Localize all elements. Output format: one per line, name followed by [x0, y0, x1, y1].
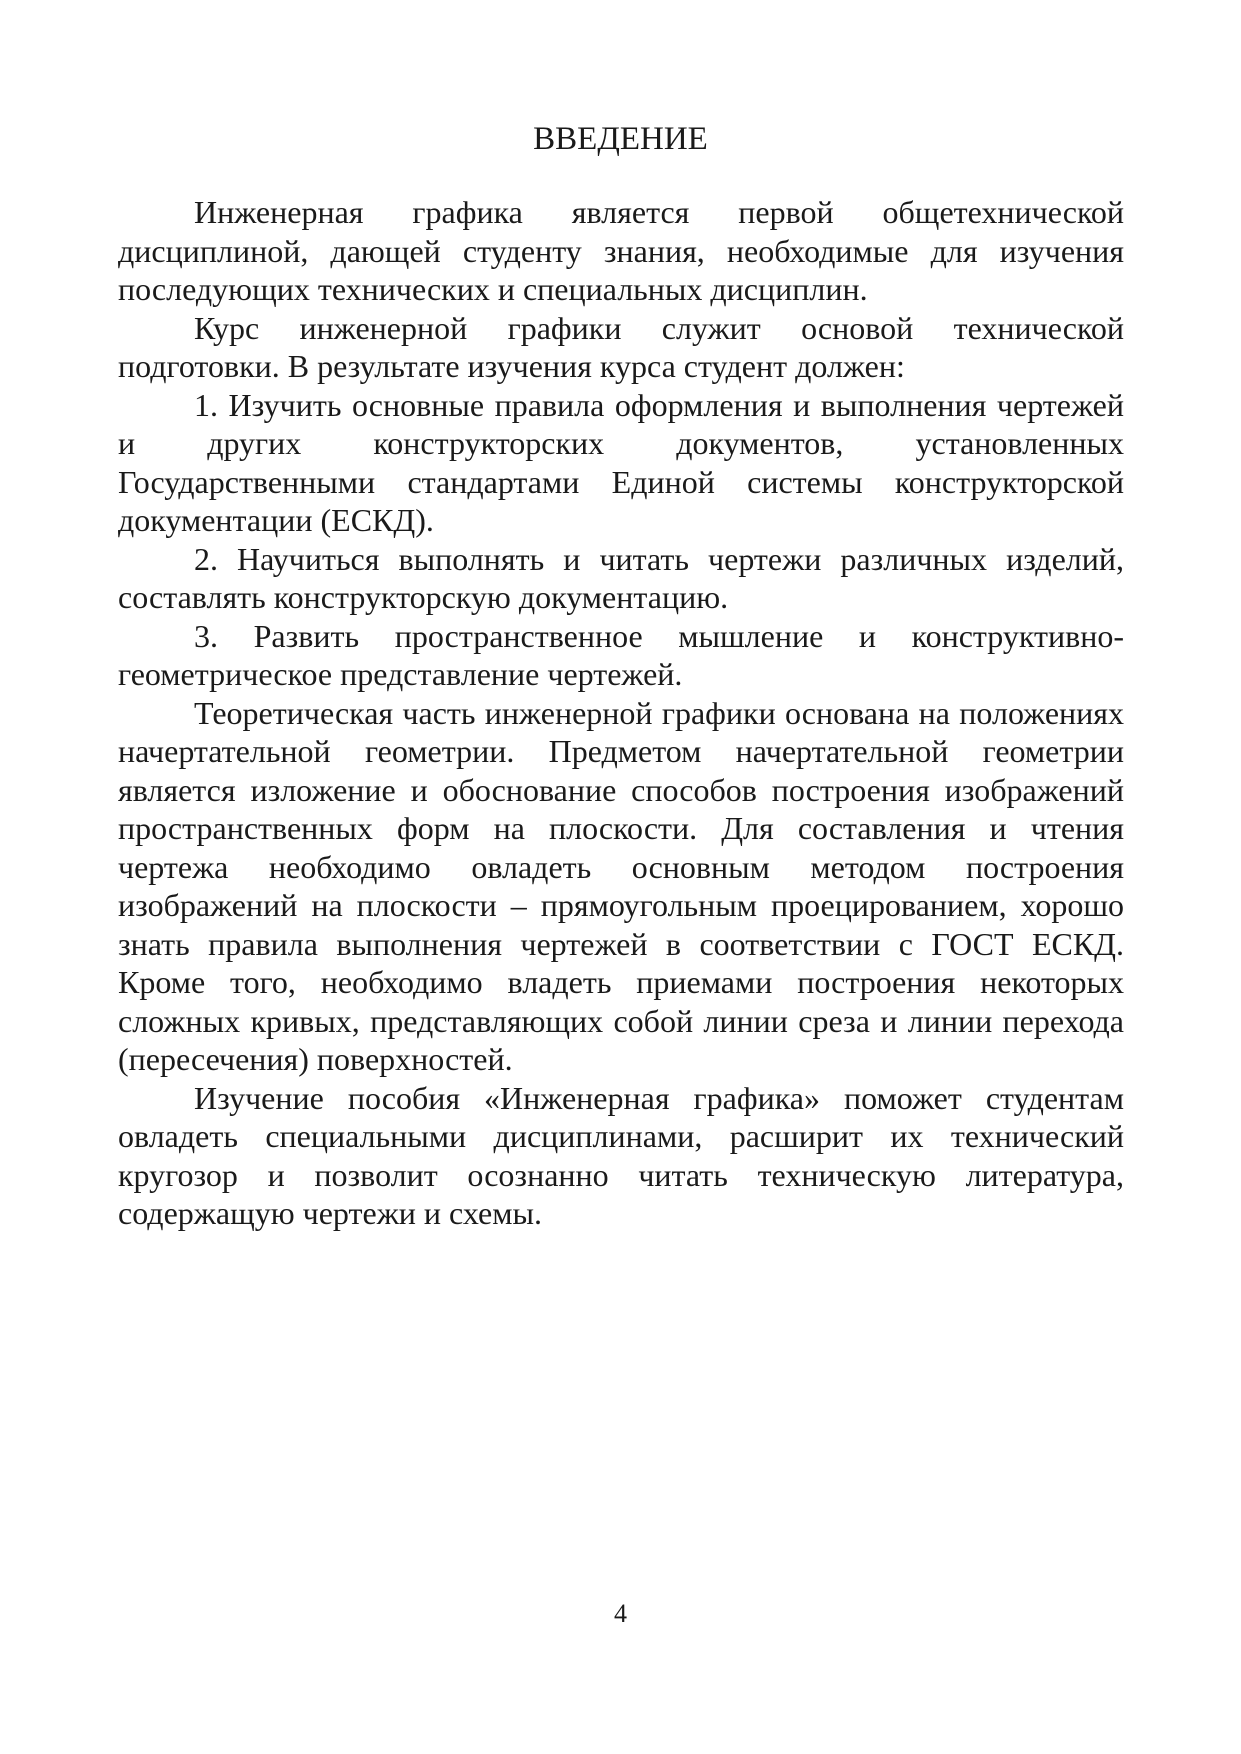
page-title: ВВЕДЕНИЕ: [533, 121, 708, 157]
paragraph-intro: Инженерная графика является первой общетехнической дисциплиной, дающей студенту знания, необходимые для изучения последующих технических и специальных дисциплин.: [118, 194, 1124, 307]
body-text: [118, 193, 1124, 1233]
page-number: 4: [614, 1599, 627, 1628]
list-item-1: 1. Изучить основные правила оформления и выполнения чертежей и других конструкторских документов, установленных Государственными стандартами Единой системы конструкторской документации (ЕСКД).: [118, 386, 1124, 538]
paragraph-conclusion: Изучение пособия «Инженерная графика» поможет студентам овладеть специальными дисциплинами, расширит их технический кругозор и позволит осознанно читать техническую литература, содержащую чертежи и схемы.: [118, 1079, 1124, 1231]
list-item-3: 3. Развить пространственное мышление и конструктивно-геометрическое представление чертежей.: [118, 617, 1124, 692]
list-item-2: 2. Научиться выполнять и читать чертежи различных изделий, составлять конструкторскую документацию.: [118, 540, 1124, 615]
paragraph-theory: Теоретическая часть инженерной графики основана на положениях начертательной геометрии. Предметом начертательной геометрии является изложение и обоснование способов построения изображений пространственных форм на плоскости. Для составления и чтения чертежа необходимо овладеть основным методом построения изображений на плоскости – прямоугольным проецированием, хорошо знать правила выполнения чертежей в соответствии с ГОСТ ЕСКД. Кроме того, необходимо владеть приемами построения некоторых сложных кривых, представляющих собой линии среза и линии перехода (пересечения) поверхностей.: [118, 694, 1124, 1077]
paragraph-course-goals: Курс инженерной графики служит основой технической подготовки. В результате изучения курса студент должен:: [118, 309, 1124, 384]
